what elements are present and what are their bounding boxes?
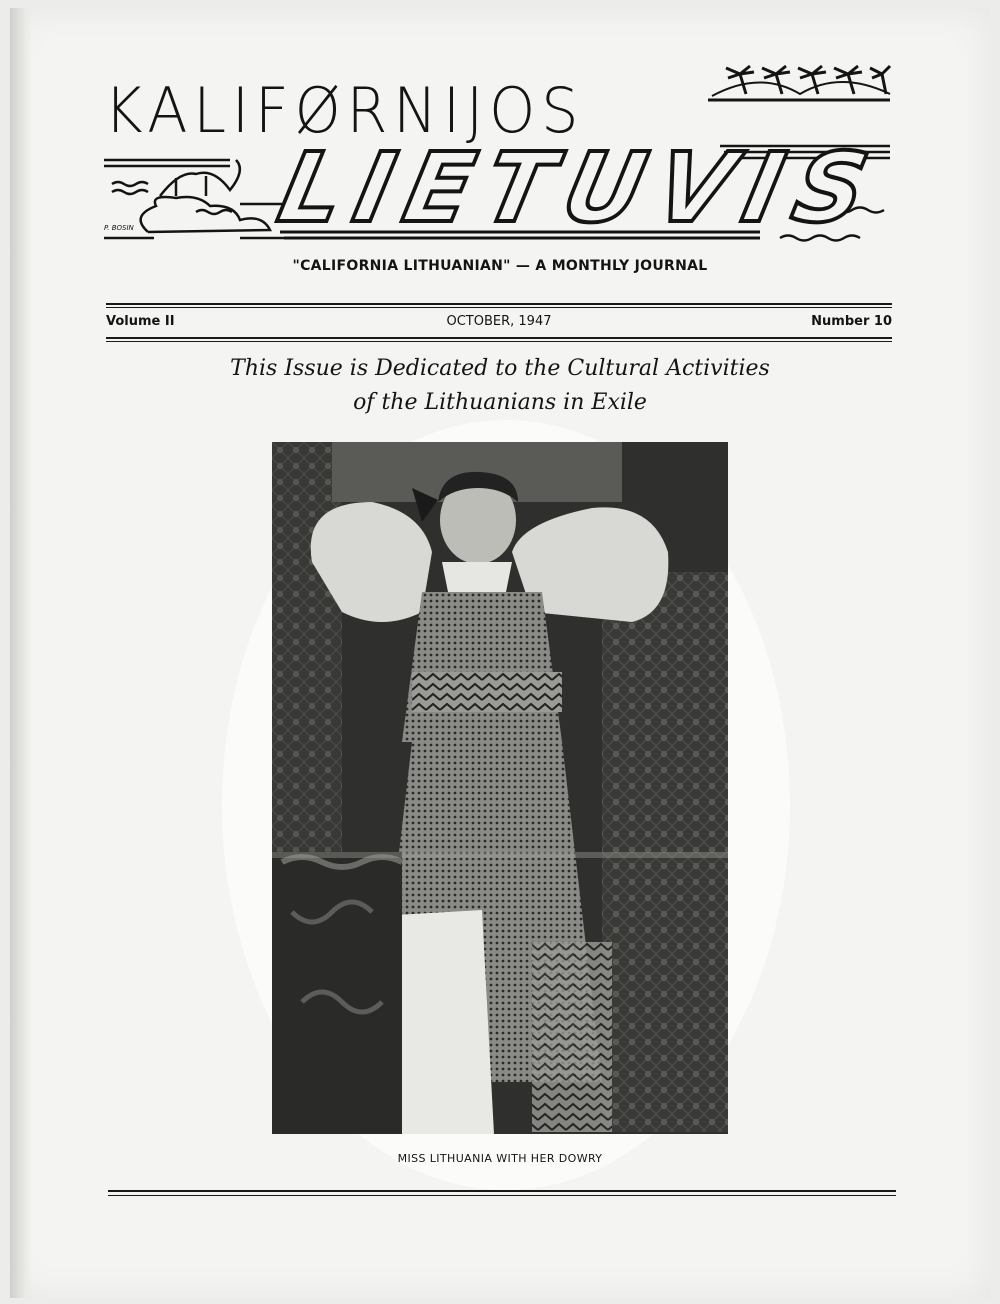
dedication-line-2: of the Lithuanians in Exile — [353, 390, 647, 415]
dedication-text — [0, 352, 1000, 420]
mid-rule-thin — [106, 341, 892, 342]
top-rule-thin — [106, 307, 892, 308]
title-line-1: KALIFØRNIJOS — [104, 74, 585, 147]
top-rule — [106, 303, 892, 305]
palm-trees-icon — [708, 66, 890, 100]
issue-number: Number 10 — [811, 314, 892, 329]
issue-info-row — [106, 314, 892, 334]
issue-date: OCTOBER, 1947 — [446, 314, 552, 329]
bottom-rule — [108, 1190, 896, 1192]
cover-photograph — [272, 442, 728, 1134]
photo-caption: MISS LITHUANIA WITH HER DOWRY — [397, 1152, 603, 1165]
journal-subtitle: "CALIFORNIA LITHUANIAN" — A MONTHLY JOURNAL — [292, 258, 708, 274]
masthead — [0, 0, 1000, 260]
dedication-line-1: This Issue is Dedicated to the Cultural Activities — [230, 356, 770, 381]
photo-illustration — [272, 442, 728, 1134]
bottom-rule-thin — [108, 1195, 896, 1196]
mid-rule — [106, 337, 892, 339]
artist-signature: P. BOSIN — [104, 224, 134, 232]
volume-label: Volume II — [106, 314, 175, 329]
title-line-2: LIETUVIS — [269, 132, 891, 244]
